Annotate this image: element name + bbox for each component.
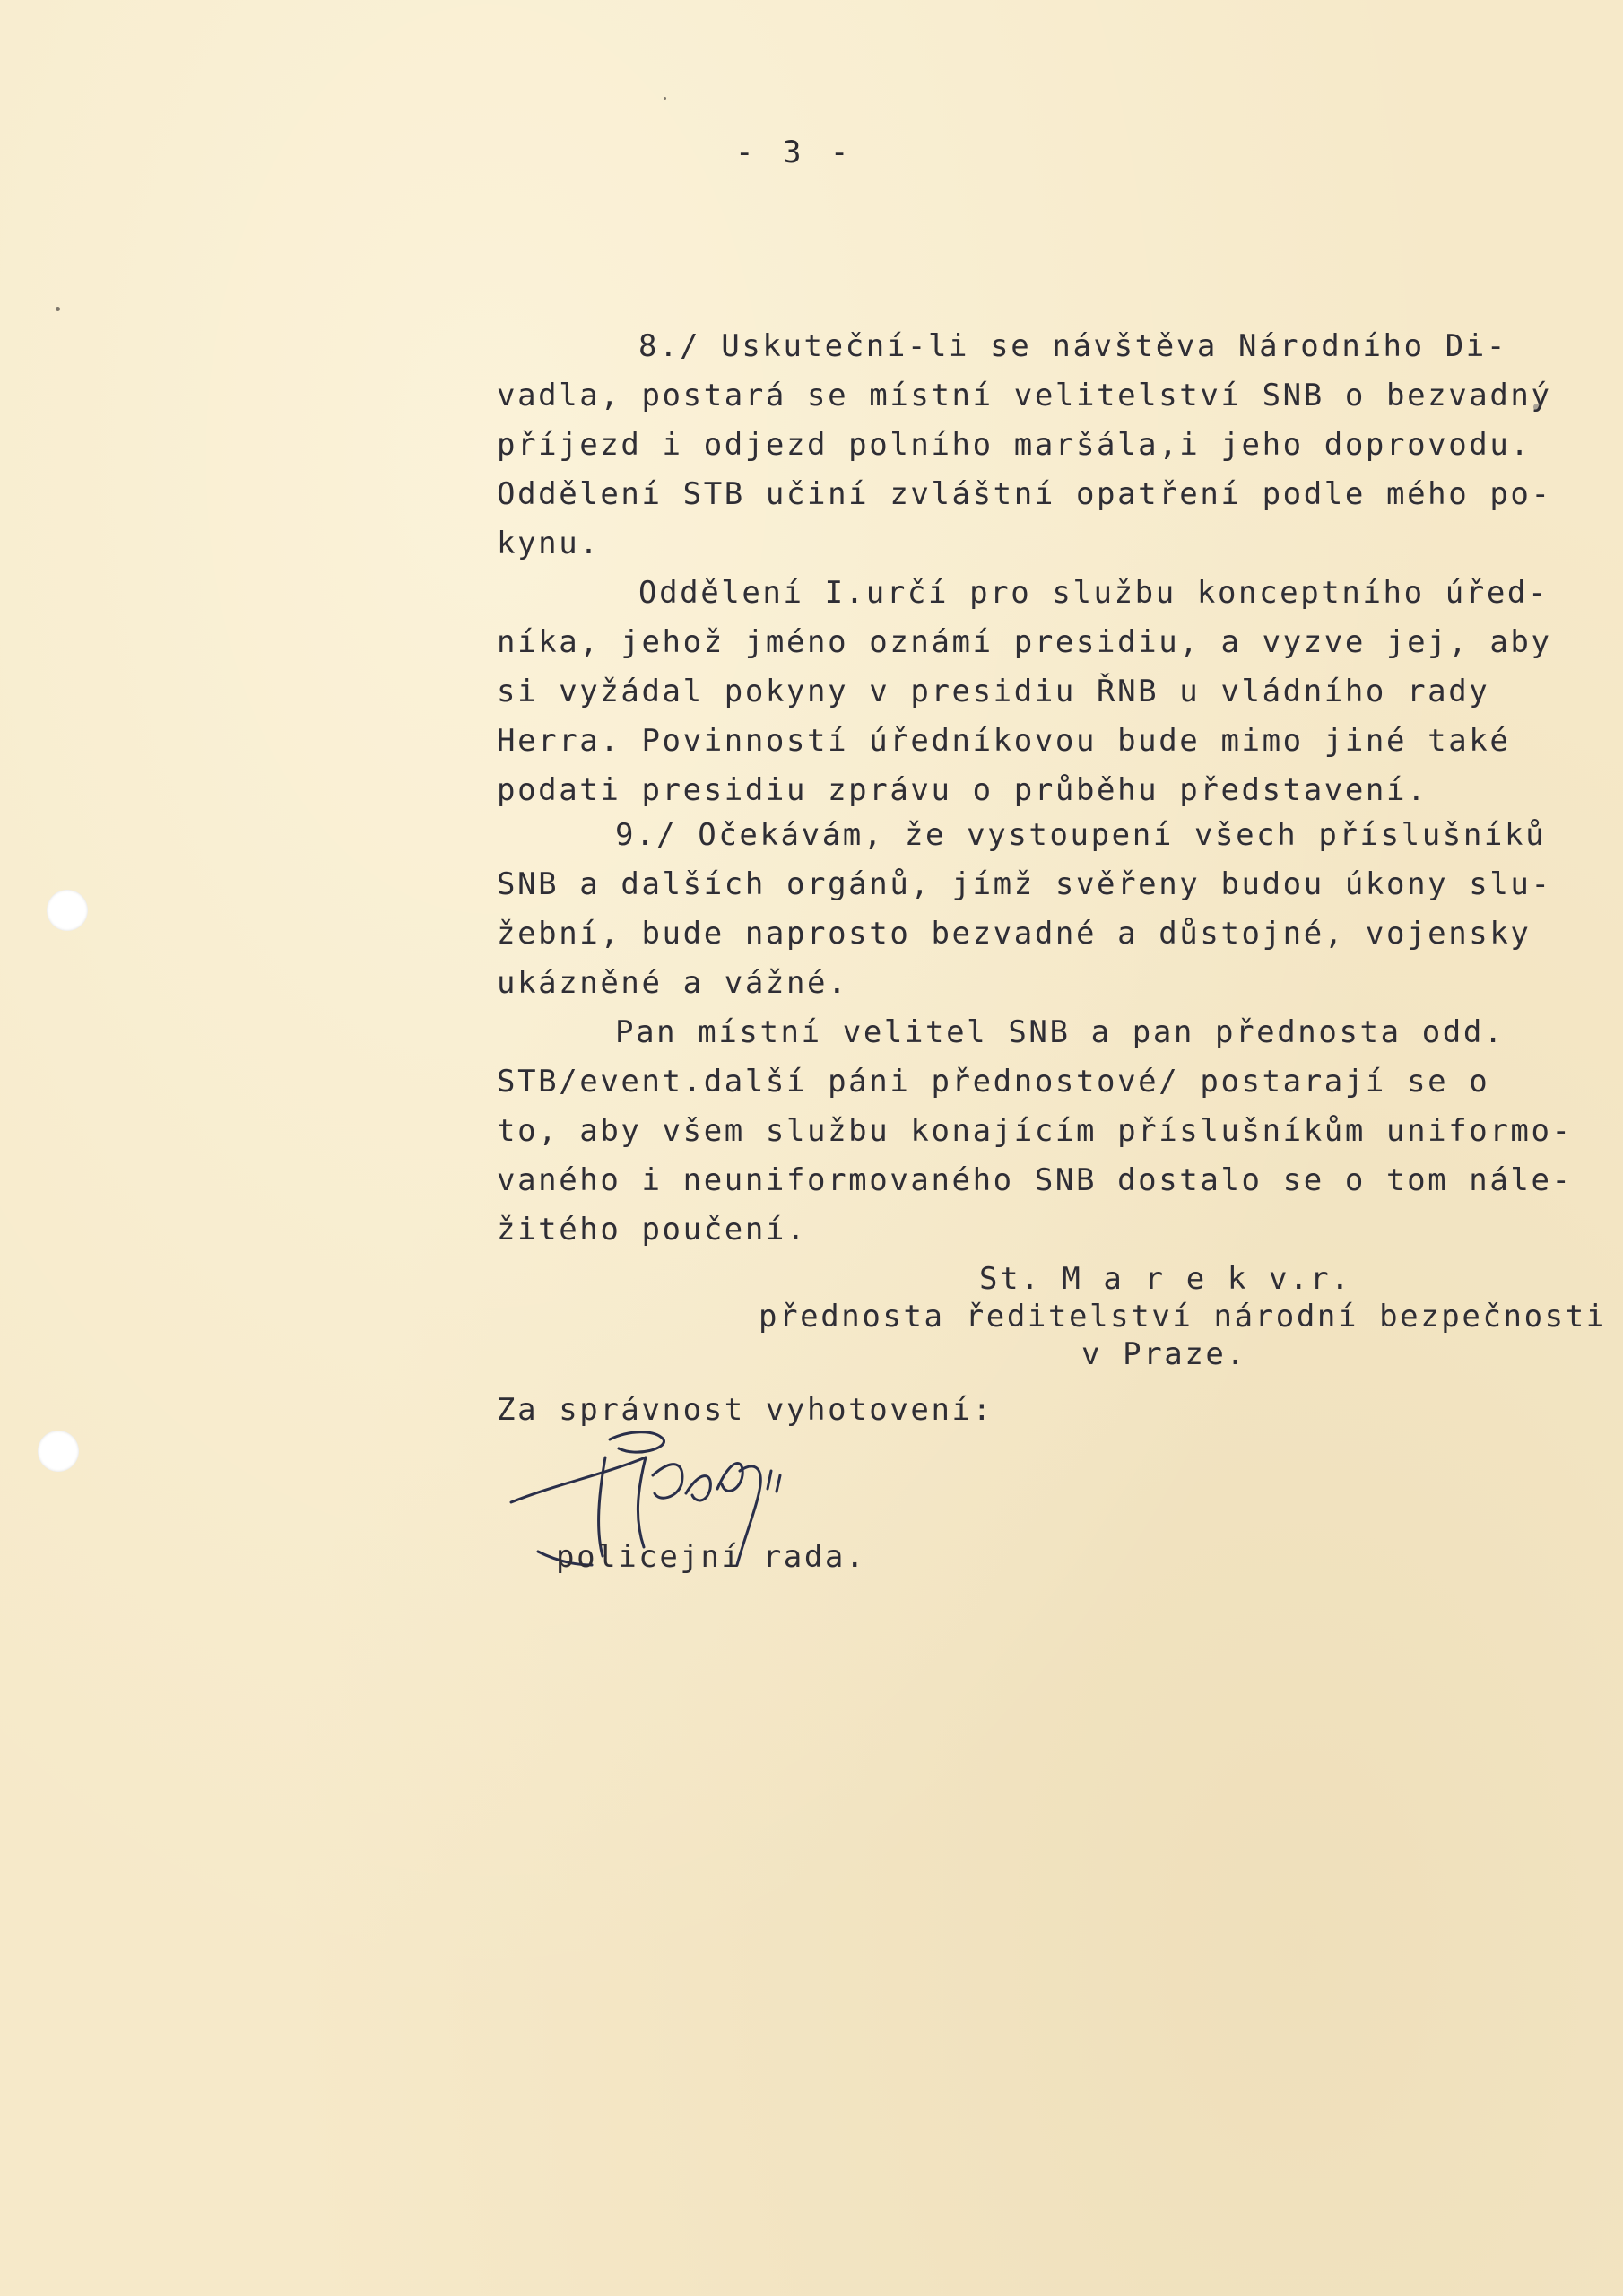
- paragraph-9b-line: vaného i neuniformovaného SNB dostalo se o tom nále-: [497, 1162, 1573, 1198]
- paragraph-9b-line: žitého poučení.: [497, 1212, 808, 1248]
- punch-hole-top: [47, 890, 88, 931]
- paragraph-9-line: 9./ Očekávám, že vystoupení všech příslušníků: [615, 817, 1547, 853]
- paragraph-8-line: Oddělení STB učiní zvláštní opatření podle mého po-: [497, 476, 1552, 512]
- paragraph-8-line: kynu.: [497, 526, 601, 561]
- paragraph-9-line: žební, bude naprosto bezvadné a důstojné, vojensky: [497, 916, 1532, 952]
- paragraph-8b-line: podati presidiu zprávu o průběhu představení.: [497, 772, 1428, 808]
- paper-speck: [56, 307, 60, 311]
- page-number: - 3 -: [735, 135, 855, 170]
- paragraph-9b-line: STB/event.další páni přednostové/ postarají se o: [497, 1064, 1490, 1100]
- punch-hole-bottom: [38, 1431, 79, 1472]
- paragraph-9b-line: to, aby všem službu konajícím příslušníkům uniformo-: [497, 1113, 1573, 1149]
- paragraph-8b-line: si vyžádal pokyny v presidiu ŘNB u vládního rady: [497, 674, 1490, 709]
- paragraph-8b-line: Oddělení I.určí pro službu konceptního úřed-: [638, 575, 1549, 611]
- paragraph-8-line: 8./ Uskuteční-li se návštěva Národního Di-: [638, 328, 1507, 364]
- paragraph-8-line: vadla, postará se místní velitelství SNB o bezvadný: [497, 378, 1552, 413]
- signatory-name: St. M a r e k v.r.: [979, 1261, 1352, 1297]
- certification-role: policejní rada.: [556, 1539, 867, 1575]
- paragraph-9-line: SNB a dalších orgánů, jímž svěřeny budou úkony slu-: [497, 866, 1552, 902]
- paragraph-8b-line: níka, jehož jméno oznámí presidiu, a vyzve jej, aby: [497, 624, 1552, 660]
- signatory-place: v Praze.: [1081, 1336, 1247, 1372]
- certification-label: Za správnost vyhotovení:: [497, 1392, 994, 1428]
- paper-speck: [664, 97, 666, 100]
- paragraph-8-line: příjezd i odjezd polního maršála,i jeho doprovodu.: [497, 427, 1532, 463]
- paragraph-9-line: ukázněné a vážné.: [497, 965, 849, 1001]
- paragraph-9b-line: Pan místní velitel SNB a pan přednosta odd.: [615, 1014, 1505, 1050]
- signatory-title: přednosta ředitelství národní bezpečnosti: [759, 1299, 1607, 1335]
- paragraph-8b-line: Herra. Povinností úředníkovou bude mimo jiné také: [497, 723, 1511, 759]
